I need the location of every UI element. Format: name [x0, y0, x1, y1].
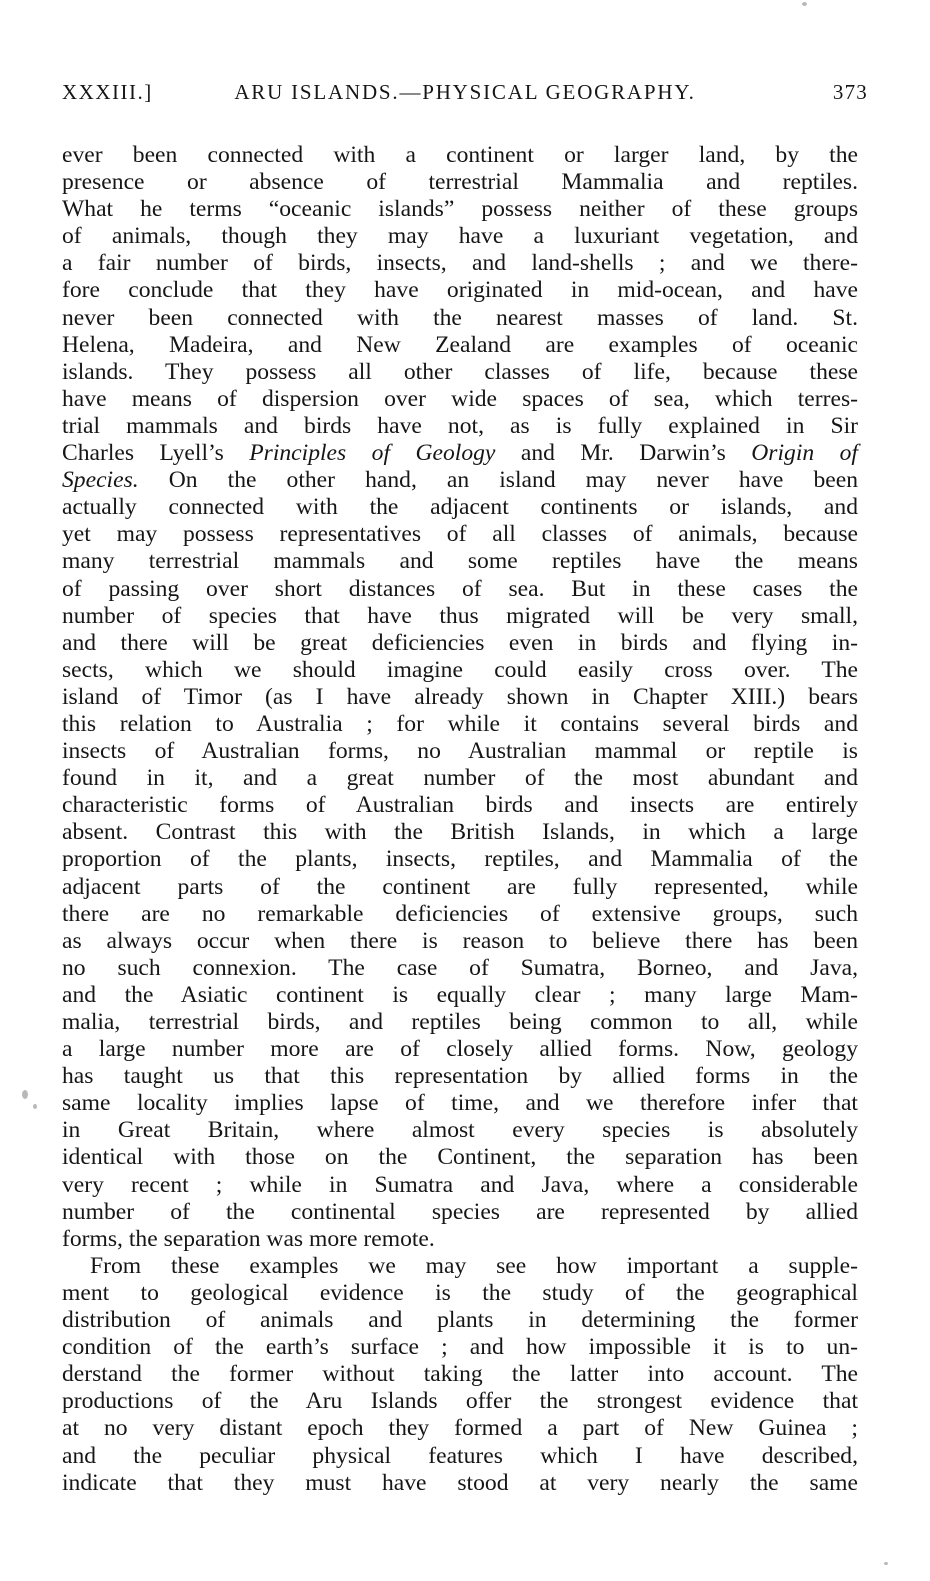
text-segment: in Great Britain, where almost every species is absolutely — [62, 1117, 858, 1144]
page-number: 373 — [832, 80, 868, 104]
text-segment: Helena, Madeira, and New Zealand are examples of oceanic — [62, 331, 858, 358]
text-segment: found in it, and a great number of the most abundant and — [62, 765, 858, 792]
text-line — [62, 413, 858, 440]
text-segment: ment to geological evidence is the study of the geographical — [62, 1279, 858, 1306]
scan-speck — [22, 1090, 28, 1099]
text-segment: condition of the earth’s surface ; and how impossible it is to un- — [62, 1334, 858, 1361]
chapter-number: XXXIII.] — [62, 80, 153, 104]
text-segment: Charles Lyell’s — [62, 440, 250, 467]
text-segment: yet may possess representatives of all classes of animals, because — [62, 521, 858, 548]
text-line — [62, 819, 858, 846]
text-line — [62, 901, 858, 928]
text-line — [62, 711, 858, 738]
text-line — [62, 1036, 858, 1063]
scan-speck — [884, 1562, 888, 1565]
text-line — [62, 603, 858, 630]
text-segment: presence or absence of terrestrial Mammalia and reptiles. — [62, 169, 858, 196]
italic-title-text: Principles of Geology — [249, 440, 496, 467]
text-segment: have means of dispersion over wide spaces of sea, which terres- — [62, 385, 858, 412]
text-line — [62, 1415, 858, 1442]
text-segment: very recent ; while in Sumatra and Java, where a considerable — [62, 1171, 858, 1198]
text-line — [62, 1253, 858, 1280]
text-segment: of passing over short distances of sea. But in these cases the — [62, 575, 858, 602]
text-segment: a large number more are of closely allied forms. Now, geology — [62, 1036, 858, 1063]
text-line — [62, 494, 858, 521]
text-line — [62, 792, 858, 819]
text-segment: many terrestrial mammals and some reptiles have the means — [62, 548, 858, 575]
text-line — [62, 955, 858, 982]
text-segment: a fair number of birds, insects, and land-shells ; and we there- — [62, 250, 858, 277]
text-segment: and there will be great deficiencies even in birds and flying in- — [62, 629, 858, 656]
text-segment: this relation to Australia ; for while it contains several birds and — [62, 710, 858, 737]
text-segment: never been connected with the nearest masses of land. St. — [62, 304, 858, 331]
text-line — [62, 1334, 858, 1361]
text-segment: actually connected with the adjacent continents or islands, and — [62, 494, 858, 521]
text-line — [62, 1443, 858, 1470]
text-segment: as always occur when there is reason to believe there has been — [62, 927, 858, 954]
text-line — [62, 223, 858, 250]
text-line — [62, 467, 858, 494]
text-line — [62, 1144, 858, 1171]
text-segment: From these examples we may see how important a supple- — [90, 1252, 858, 1279]
text-segment: adjacent parts of the continent are fully represented, while — [62, 873, 858, 900]
text-segment: number of the continental species are represented by allied — [62, 1198, 858, 1225]
text-line — [62, 874, 858, 901]
text-segment: and Mr. Darwin’s — [495, 440, 752, 467]
text-segment: there are no remarkable deficiencies of extensive groups, such — [62, 900, 858, 927]
text-line — [62, 359, 858, 386]
text-line — [62, 630, 858, 657]
text-line — [62, 548, 858, 575]
text-line — [62, 305, 858, 332]
text-segment: at no very distant epoch they formed a part of New Guinea ; — [62, 1415, 858, 1442]
text-line — [62, 684, 858, 711]
text-segment: forms, the separation was more remote. — [62, 1225, 435, 1252]
text-segment: insects of Australian forms, no Australian mammal or reptile is — [62, 738, 858, 765]
text-line — [62, 576, 858, 603]
text-line — [62, 1307, 858, 1334]
text-segment: trial mammals and birds have not, as is fully explained in Sir — [62, 412, 858, 439]
body-text — [62, 142, 858, 1497]
text-line — [62, 169, 858, 196]
page-title: ARU ISLANDS.—PHYSICAL GEOGRAPHY. — [234, 80, 696, 104]
text-line — [62, 1009, 858, 1036]
text-segment: distribution of animals and plants in determining the former — [62, 1307, 858, 1334]
text-line — [62, 1090, 858, 1117]
text-line — [62, 521, 858, 548]
text-segment: identical with those on the Continent, the separation has been — [62, 1144, 858, 1171]
text-line — [62, 440, 858, 467]
text-line — [62, 1361, 858, 1388]
text-segment: and the peculiar physical features which I have described, — [62, 1442, 858, 1469]
text-segment: malia, terrestrial birds, and reptiles being common to all, while — [62, 1009, 858, 1035]
text-line — [62, 332, 858, 359]
text-segment: has taught us that this representation by allied forms in the — [62, 1063, 858, 1090]
text-segment: What he terms “oceanic islands” possess neither of these groups — [62, 196, 858, 223]
text-line — [62, 657, 858, 684]
text-line — [62, 765, 858, 792]
text-segment: and the Asiatic continent is equally clear ; many large Mam- — [62, 981, 858, 1008]
text-segment: sects, which we should imagine could easily cross over. The — [62, 656, 858, 683]
text-line — [62, 1226, 858, 1253]
text-line — [62, 1117, 858, 1144]
text-line — [62, 1172, 858, 1199]
text-segment: island of Timor (as I have already shown in Chapter XIII.) bears — [62, 683, 858, 710]
text-line — [62, 982, 858, 1009]
text-segment: of animals, though they may have a luxuriant vegetation, and — [62, 223, 858, 250]
text-line — [62, 1063, 858, 1090]
text-segment: fore conclude that they have originated in mid-ocean, and have — [62, 277, 858, 304]
text-segment: characteristic forms of Australian birds and insects are entirely — [62, 792, 858, 819]
text-line — [62, 386, 858, 413]
text-line — [62, 1388, 858, 1415]
text-segment: no such connexion. The case of Sumatra, Borneo, and Java, — [62, 954, 858, 981]
text-line — [62, 250, 858, 277]
scan-speck — [802, 2, 807, 6]
italic-title-text: Origin of — [751, 440, 858, 467]
text-segment: derstand the former without taking the latter into account. The — [62, 1361, 858, 1388]
text-segment: proportion of the plants, insects, reptiles, and Mammalia of the — [62, 846, 858, 873]
text-line — [62, 142, 858, 169]
text-line — [62, 738, 858, 765]
text-segment: number of species that have thus migrated will be very small, — [62, 602, 858, 629]
text-line — [62, 846, 858, 873]
text-line — [62, 1199, 858, 1226]
text-segment: On the other hand, an island may never have been — [138, 467, 858, 494]
text-segment: same locality implies lapse of time, and we therefore infer that — [62, 1090, 858, 1117]
text-line — [62, 928, 858, 955]
text-segment: islands. They possess all other classes of life, because these — [62, 358, 858, 385]
text-segment: ever been connected with a continent or larger land, by the — [62, 142, 858, 168]
text-segment: indicate that they must have stood at very nearly the same — [62, 1469, 858, 1496]
text-line — [62, 1280, 858, 1307]
text-line — [62, 1470, 858, 1497]
running-head — [62, 80, 868, 110]
scan-speck — [33, 1104, 37, 1109]
text-segment: productions of the Aru Islands offer the strongest evidence that — [62, 1388, 858, 1415]
text-segment: absent. Contrast this with the British Islands, in which a large — [62, 819, 858, 846]
text-line — [62, 196, 858, 223]
text-line — [62, 277, 858, 304]
italic-title-text: Species. — [62, 467, 139, 494]
